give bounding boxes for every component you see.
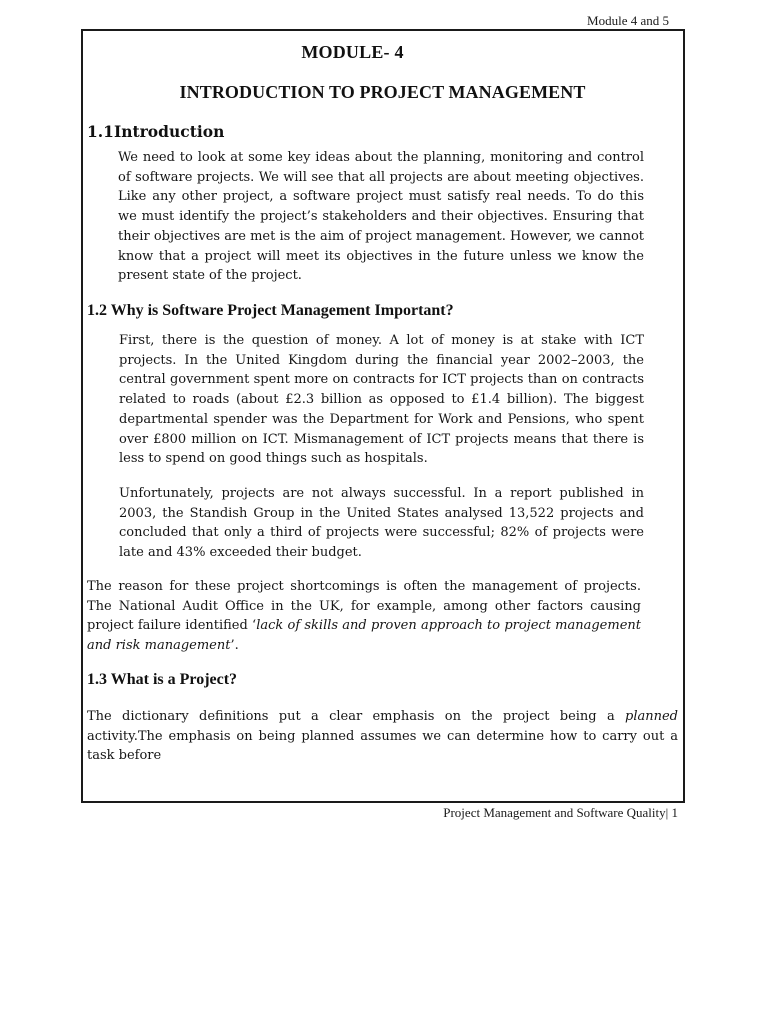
section-heading-importance: 1.2 Why is Software Project Management Important? <box>87 302 454 319</box>
section-heading-project: 1.3 What is a Project? <box>87 671 238 688</box>
page-footer <box>443 805 678 821</box>
chapter-title: INTRODUCTION TO PROJECT MANAGEMENT <box>179 82 586 102</box>
module-title: MODULE- 4 <box>301 42 404 62</box>
introduction-paragraph: We need to look at some key ideas about the planning, monitoring and control of software projects. We will see that all projects are about meeting objectives. Like any other project, a software project must satisfy real needs. To do this we must identify the project’s stakeholders and their objectives. Ensuring that their objectives are met is the aim of project management. However, we cannot know that a project will meet its objectives in the future unless we know the present state of the project. <box>118 150 644 284</box>
shortcomings-text-start: The reason for these project shortcomings is often the management of projects. The National Audit Office in the UK, for example, among other factors causing project failure identified ‘ <box>87 579 641 634</box>
shortcomings-text-end: ’. <box>230 638 239 654</box>
project-paragraph <box>87 707 678 766</box>
shortcomings-quote: lack of skills and proven approach to project management and risk management <box>87 618 641 654</box>
footer-separator: | <box>665 805 669 820</box>
footer-course: Project Management and Software Quality <box>443 805 666 820</box>
footer-page-number: 1 <box>671 805 678 820</box>
project-text-start: The dictionary definitions put a clear emphasis on the project being a <box>87 709 625 724</box>
header-module-range: Module 4 and 5 <box>587 13 669 28</box>
importance-paragraph-success-rate: Unfortunately, projects are not always successful. In a report published in 2003, the Standish Group in the United States analysed 13,522 projects and concluded that only a third of projects were successful; 82% of projects were late and 43% exceeded their budget. <box>119 486 644 561</box>
section-heading-introduction: 1.1Introduction <box>87 122 225 141</box>
project-planned-italic: planned <box>625 709 678 724</box>
importance-paragraph-shortcomings <box>87 577 641 656</box>
project-text-end: activity.The emphasis on being planned assumes we can determine how to carry out a task before <box>87 728 678 764</box>
importance-paragraph-money: First, there is the question of money. A lot of money is at stake with ICT projects. In the United Kingdom during the financial year 2002–2003, the central government spent more on contracts for ICT projects than on contracts related to roads (about £2.3 billion as opposed to £1.4 billion). The biggest departmental spender was the Department for Work and Pensions, who spent over £800 million on ICT. Mismanagement of ICT projects means that there is less to spend on good things such as hospitals. <box>119 333 644 467</box>
